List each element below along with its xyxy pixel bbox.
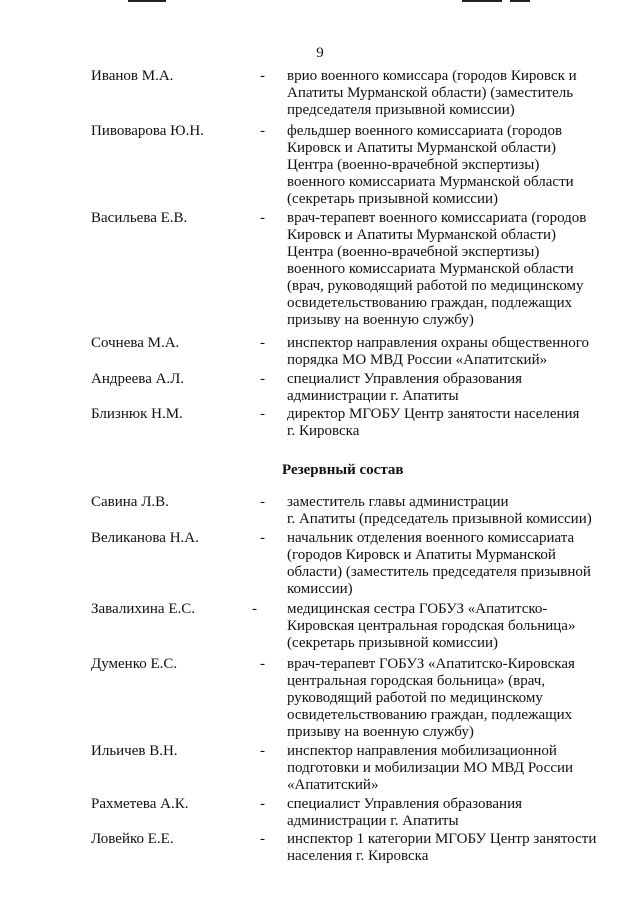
position-line: Апатиты Мурманской области) (заместитель	[287, 85, 574, 101]
position-line: населения г. Кировска	[287, 848, 429, 864]
position-line: Центра (военно-врачебной экспертизы)	[287, 157, 540, 173]
dash: -	[260, 743, 265, 759]
position-line: (городов Кировск и Апатиты Мурманской	[287, 547, 556, 563]
member-name: Иванов М.А.	[91, 68, 174, 84]
member-name: Андреева А.Л.	[91, 371, 185, 387]
dash: -	[260, 656, 265, 672]
position-line: администрации г. Апатиты	[287, 388, 459, 404]
position-line: директор МГОБУ Центр занятости населения	[287, 406, 580, 422]
member-position	[287, 406, 617, 440]
position-line: врио военного комиссара (городов Кировск и	[287, 68, 577, 84]
dash: -	[260, 530, 265, 546]
member-position	[287, 210, 617, 329]
member-name: Завалихина Е.С.	[91, 601, 195, 617]
position-line: инспектор 1 категории МГОБУ Центр занятости	[287, 831, 597, 847]
member-position	[287, 601, 617, 652]
position-line: призыву на военную службу)	[287, 724, 474, 740]
member-position	[287, 123, 617, 208]
position-line: порядка МО МВД России «Апатитский»	[287, 352, 548, 368]
dash: -	[260, 210, 265, 226]
member-name: Близнюк Н.М.	[91, 406, 183, 422]
member-name: Великанова Н.А.	[91, 530, 199, 546]
position-line: специалист Управления образования	[287, 796, 523, 812]
position-line: председателя призывной комиссии)	[287, 102, 515, 118]
position-line: врач-терапевт военного комиссариата (городов	[287, 210, 587, 226]
member-position	[287, 68, 617, 119]
position-line: Кировская центральная городская больница»	[287, 618, 576, 634]
position-line: фельдшер военного комиссариата (городов	[287, 123, 563, 139]
dash: -	[260, 406, 265, 422]
position-line: инспектор направления мобилизационной	[287, 743, 557, 759]
position-line: инспектор направления охраны общественного	[287, 335, 590, 351]
position-line: медицинская сестра ГОБУЗ «Апатитско-	[287, 601, 548, 617]
member-name: Думенко Е.С.	[91, 656, 178, 672]
position-line: призыву на военную службу)	[287, 312, 474, 328]
top-rule-left	[128, 0, 166, 2]
dash: -	[260, 335, 265, 351]
position-line: специалист Управления образования	[287, 371, 523, 387]
position-line: г. Апатиты (председатель призывной комиссии)	[287, 511, 592, 527]
dash: -	[260, 68, 265, 84]
position-line: начальник отделения военного комиссариата	[287, 530, 575, 546]
member-name: Пивоварова Ю.Н.	[91, 123, 204, 139]
position-line: администрации г. Апатиты	[287, 813, 459, 829]
position-line: (секретарь призывной комиссии)	[287, 191, 498, 207]
dash: -	[260, 371, 265, 387]
position-line: (врач, руководящий работой по медицинскому	[287, 278, 584, 294]
reserve-heading: Резервный состав	[282, 462, 404, 478]
member-name: Савина Л.В.	[91, 494, 169, 510]
member-name: Сочнева М.А.	[91, 335, 180, 351]
member-position	[287, 530, 617, 598]
position-line: «Апатитский»	[287, 777, 379, 793]
position-line: (секретарь призывной комиссии)	[287, 635, 498, 651]
member-position	[287, 743, 617, 794]
position-line: врач-терапевт ГОБУЗ «Апатитско-Кировская	[287, 656, 575, 672]
member-name: Ильичев В.Н.	[91, 743, 178, 759]
position-line: заместитель главы администрации	[287, 494, 509, 510]
member-name: Васильева Е.В.	[91, 210, 188, 226]
position-line: Кировск и Апатиты Мурманской области)	[287, 227, 557, 243]
dash: -	[260, 796, 265, 812]
dash: -	[252, 601, 257, 617]
top-rule-right-1	[462, 0, 502, 2]
position-line: освидетельствованию граждан, подлежащих	[287, 295, 573, 311]
member-position	[287, 371, 617, 405]
member-position	[287, 656, 617, 741]
position-line: освидетельствованию граждан, подлежащих	[287, 707, 573, 723]
member-position	[287, 831, 617, 865]
member-name: Ловейко Е.Е.	[91, 831, 174, 847]
position-line: военного комиссариата Мурманской области	[287, 174, 574, 190]
dash: -	[260, 494, 265, 510]
page-number: 9	[316, 45, 324, 61]
position-line: руководящий работой по медицинскому	[287, 690, 543, 706]
position-line: комиссии)	[287, 581, 353, 597]
position-line: военного комиссариата Мурманской области	[287, 261, 574, 277]
member-position	[287, 335, 617, 369]
top-rule-right-2	[510, 0, 530, 2]
member-position	[287, 796, 617, 830]
position-line: центральная городская больница» (врач,	[287, 673, 546, 689]
position-line: г. Кировска	[287, 423, 360, 439]
position-line: области) (заместитель председателя призывной	[287, 564, 591, 580]
position-line: подготовки и мобилизации МО МВД России	[287, 760, 574, 776]
position-line: Центра (военно-врачебной экспертизы)	[287, 244, 540, 260]
dash: -	[260, 831, 265, 847]
member-position	[287, 494, 617, 528]
dash: -	[260, 123, 265, 139]
position-line: Кировск и Апатиты Мурманской области)	[287, 140, 557, 156]
member-name: Рахметева А.К.	[91, 796, 189, 812]
